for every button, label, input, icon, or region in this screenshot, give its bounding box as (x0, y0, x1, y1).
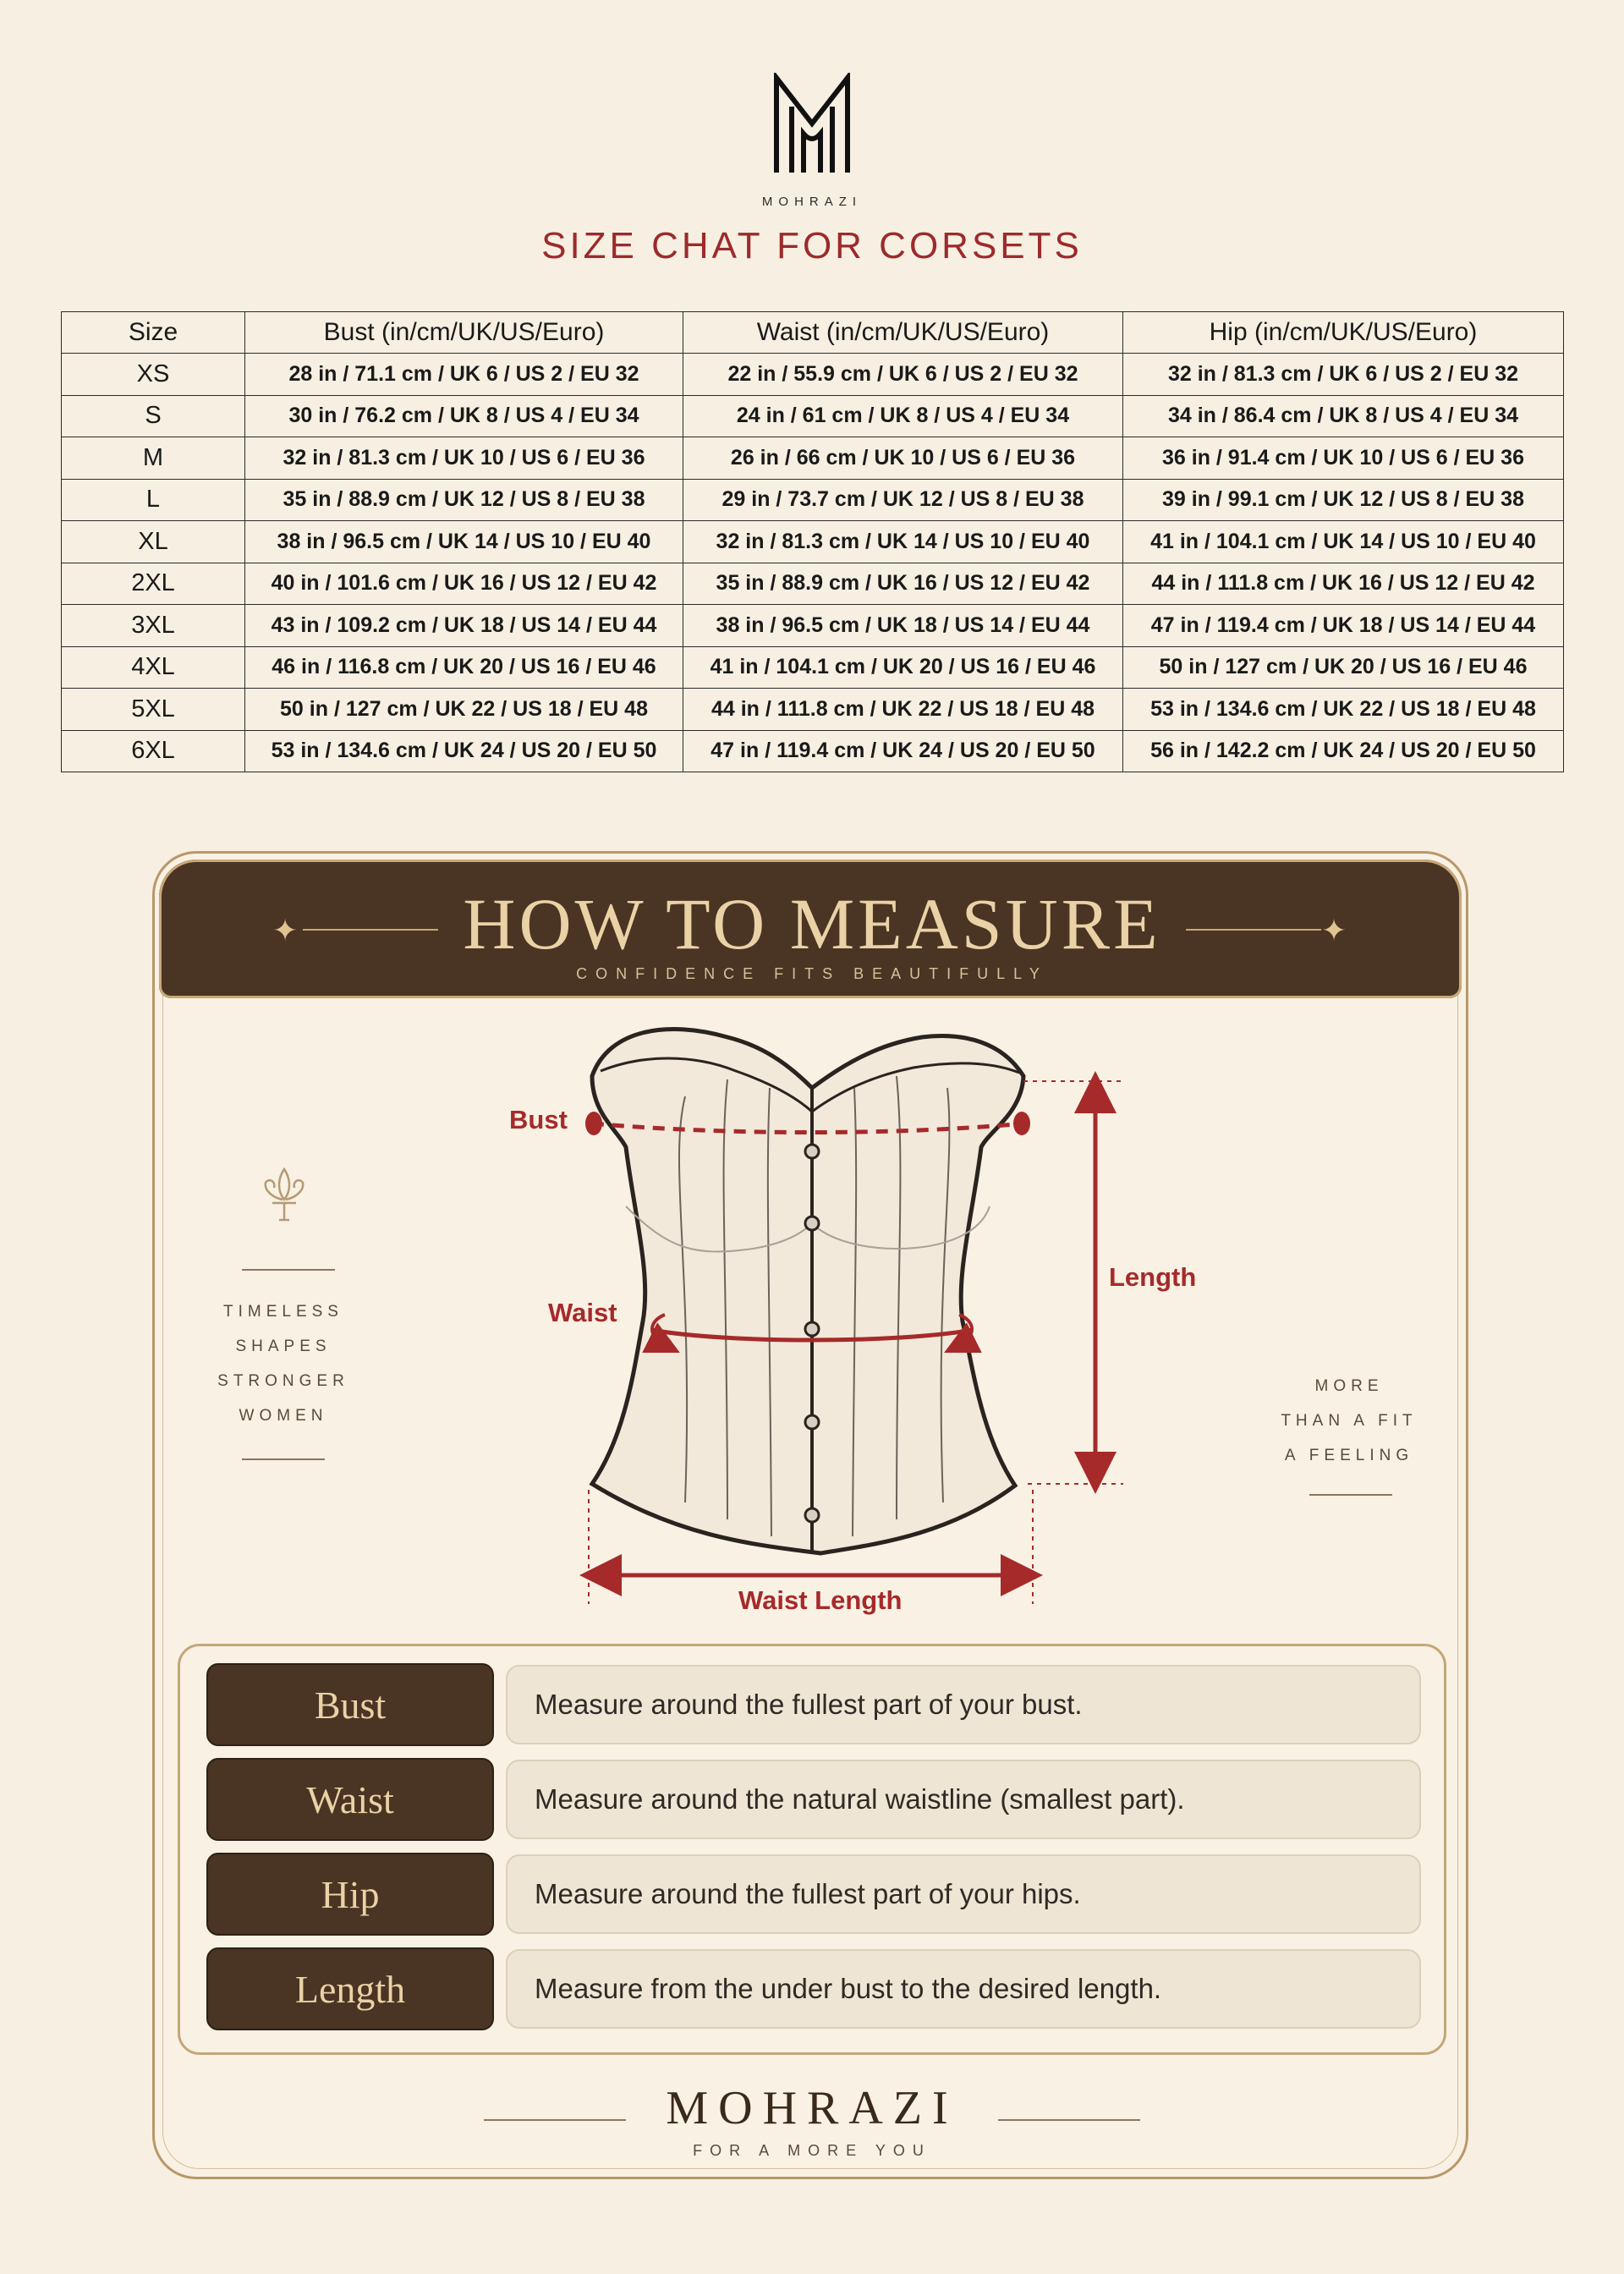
table-row (62, 395, 1564, 437)
page-title: SIZE CHAT FOR CORSETS (541, 225, 1083, 266)
guide-label: Waist (206, 1758, 494, 1841)
bust-label: Bust (509, 1105, 568, 1134)
column-header-waist: Waist (in/cm/UK/US/Euro) (683, 312, 1123, 354)
guide-row-hip (206, 1853, 1421, 1936)
table-header-row (62, 312, 1564, 354)
table-row (62, 730, 1564, 772)
guide-row-bust (206, 1663, 1421, 1746)
right-tagline (1260, 1369, 1438, 1473)
size-cell: 2XL (62, 563, 245, 605)
hip-cell: 32 in / 81.3 cm / UK 6 / US 2 / EU 32 (1123, 354, 1564, 396)
how-to-measure-title: HOW TO MEASURE (463, 883, 1161, 964)
waist-cell: 38 in / 96.5 cm / UK 18 / US 14 / EU 44 (683, 605, 1123, 647)
left-tagline (200, 1294, 367, 1433)
size-cell: M (62, 437, 245, 480)
guide-label: Length (206, 1947, 494, 2030)
bust-cell: 38 in / 96.5 cm / UK 14 / US 10 / EU 40 (245, 521, 683, 563)
left-divider-top (242, 1269, 335, 1271)
size-cell: 4XL (62, 646, 245, 689)
table-row (62, 437, 1564, 480)
bust-cell: 46 in / 116.8 cm / UK 20 / US 16 / EU 46 (245, 646, 683, 689)
bust-cell: 43 in / 109.2 cm / UK 18 / US 14 / EU 44 (245, 605, 683, 647)
hip-cell: 47 in / 119.4 cm / UK 18 / US 14 / EU 44 (1123, 605, 1564, 647)
waist-cell: 29 in / 73.7 cm / UK 12 / US 8 / EU 38 (683, 479, 1123, 521)
footer-tagline: FOR A MORE YOU (693, 2142, 931, 2159)
bust-cell: 28 in / 71.1 cm / UK 6 / US 2 / EU 32 (245, 354, 683, 396)
left-tagline-line: SHAPES (235, 1337, 332, 1355)
column-header-size: Size (62, 312, 245, 354)
guide-label: Hip (206, 1853, 494, 1936)
hip-cell: 50 in / 127 cm / UK 20 / US 16 / EU 46 (1123, 646, 1564, 689)
waist-cell: 35 in / 88.9 cm / UK 16 / US 12 / EU 42 (683, 563, 1123, 605)
bust-cell: 40 in / 101.6 cm / UK 16 / US 12 / EU 42 (245, 563, 683, 605)
waist-label: Waist (548, 1298, 617, 1327)
corset-illustration (592, 1030, 1023, 1553)
guide-description: Measure from the under bust to the desired length. (506, 1949, 1421, 2029)
left-tagline-line: STRONGER (217, 1372, 349, 1390)
column-header-hip: Hip (in/cm/UK/US/Euro) (1123, 312, 1564, 354)
length-label: Length (1109, 1262, 1197, 1292)
sparkle-left-icon: ✦ (272, 913, 299, 948)
guide-row-length (206, 1947, 1421, 2030)
bust-cell: 53 in / 134.6 cm / UK 24 / US 20 / EU 50 (245, 730, 683, 772)
waist-cell: 41 in / 104.1 cm / UK 20 / US 16 / EU 46 (683, 646, 1123, 689)
size-cell: 5XL (62, 689, 245, 731)
bust-cell: 35 in / 88.9 cm / UK 12 / US 8 / EU 38 (245, 479, 683, 521)
size-cell: 6XL (62, 730, 245, 772)
column-header-bust: Bust (in/cm/UK/US/Euro) (245, 312, 683, 354)
bust-cell: 32 in / 81.3 cm / UK 10 / US 6 / EU 36 (245, 437, 683, 480)
guide-description: Measure around the fullest part of your hips. (506, 1854, 1421, 1934)
waist-cell: 44 in / 111.8 cm / UK 22 / US 18 / EU 48 (683, 689, 1123, 731)
table-row (62, 479, 1564, 521)
table-row (62, 689, 1564, 731)
header-brand: MOHRAZI (761, 195, 863, 209)
size-cell: XL (62, 521, 245, 563)
table-row (62, 605, 1564, 647)
hip-cell: 36 in / 91.4 cm / UK 10 / US 6 / EU 36 (1123, 437, 1564, 480)
table-row (62, 646, 1564, 689)
hip-cell: 53 in / 134.6 cm / UK 22 / US 18 / EU 48 (1123, 689, 1564, 731)
table-row (62, 354, 1564, 396)
hip-cell: 34 in / 86.4 cm / UK 8 / US 4 / EU 34 (1123, 395, 1564, 437)
table-row (62, 521, 1564, 563)
size-table (61, 311, 1564, 772)
how-to-measure-subtitle: CONFIDENCE FITS BEAUTIFULLY (576, 965, 1048, 982)
hip-cell: 39 in / 99.1 cm / UK 12 / US 8 / EU 38 (1123, 479, 1564, 521)
right-tagline-line: A FEELING (1284, 1447, 1414, 1464)
hip-cell: 44 in / 111.8 cm / UK 16 / US 12 / EU 42 (1123, 563, 1564, 605)
waist-length-label: Waist Length (738, 1585, 903, 1615)
left-tagline-line: WOMEN (239, 1407, 328, 1425)
size-cell: XS (62, 354, 245, 396)
sparkle-right-icon: ✦ (1321, 913, 1347, 948)
right-tagline-line: THAN A FIT (1281, 1412, 1418, 1430)
guide-description: Measure around the fullest part of your bust. (506, 1665, 1421, 1744)
table-row (62, 563, 1564, 605)
guide-row-waist (206, 1758, 1421, 1841)
left-tagline-line: TIMELESS (223, 1303, 343, 1321)
hip-cell: 41 in / 104.1 cm / UK 14 / US 10 / EU 40 (1123, 521, 1564, 563)
right-tagline-line: MORE (1314, 1377, 1384, 1395)
waist-cell: 26 in / 66 cm / UK 10 / US 6 / EU 36 (683, 437, 1123, 480)
bust-cell: 50 in / 127 cm / UK 22 / US 18 / EU 48 (245, 689, 683, 731)
right-divider (1309, 1494, 1392, 1496)
size-cell: S (62, 395, 245, 437)
size-cell: 3XL (62, 605, 245, 647)
left-divider-bottom (242, 1458, 325, 1460)
size-cell: L (62, 479, 245, 521)
waist-cell: 32 in / 81.3 cm / UK 14 / US 10 / EU 40 (683, 521, 1123, 563)
footer-brand: MOHRAZI (666, 2082, 958, 2134)
guide-description: Measure around the natural waistline (smallest part). (506, 1760, 1421, 1839)
mohrazi-logo-icon (771, 73, 853, 174)
guide-label: Bust (206, 1663, 494, 1746)
waist-cell: 22 in / 55.9 cm / UK 6 / US 2 / EU 32 (683, 354, 1123, 396)
waist-cell: 24 in / 61 cm / UK 8 / US 4 / EU 34 (683, 395, 1123, 437)
waist-cell: 47 in / 119.4 cm / UK 24 / US 20 / EU 50 (683, 730, 1123, 772)
bust-cell: 30 in / 76.2 cm / UK 8 / US 4 / EU 34 (245, 395, 683, 437)
hip-cell: 56 in / 142.2 cm / UK 24 / US 20 / EU 50 (1123, 730, 1564, 772)
fleur-de-lis-icon (259, 1166, 310, 1225)
